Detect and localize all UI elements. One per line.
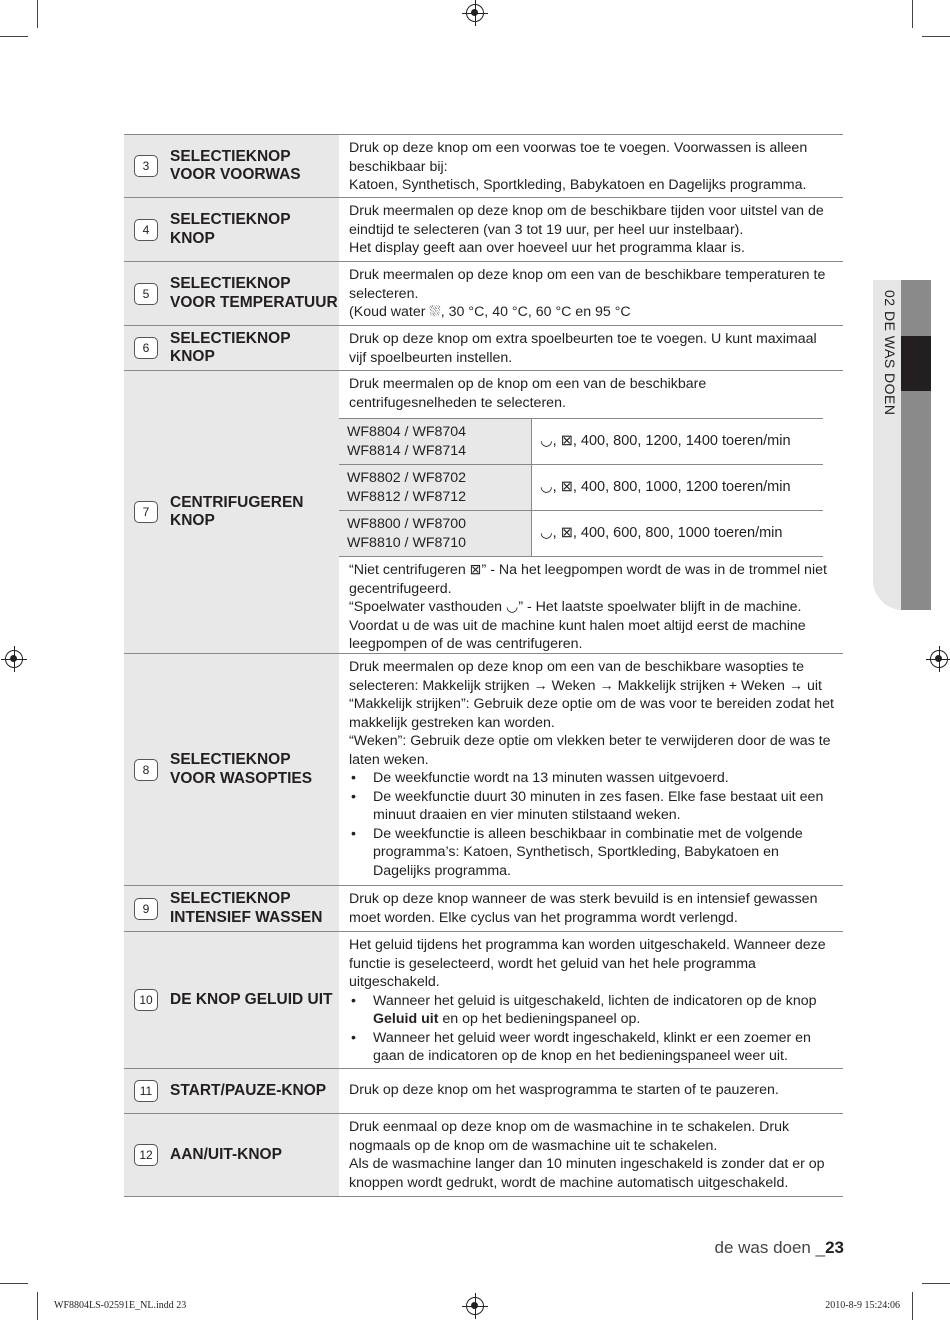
model-cell [339,511,532,557]
row-description [339,326,843,370]
description-text: Druk meermalen op de knop om een van de beschikbare centrifugesnelheden te selecteren. [349,376,707,411]
item-number-badge: 6 [134,337,158,359]
registration-mark-icon [5,650,23,668]
model-name: WF8814 / WF8714 [347,442,467,459]
crop-mark [37,0,38,28]
page-footer [714,1238,844,1258]
table-row [124,197,843,261]
model-name: WF8812 / WF8712 [347,488,467,505]
row-description [339,1069,843,1113]
table-row [124,325,843,370]
description-text: “Spoelwater vasthouden ◡” - Het laatste spoelwater blijft in de machine. Voordat u de was uit de machine kunt halen moet altijd eerst de machine leegpompen of de was centrifugeren. [349,599,806,652]
crop-mark [0,1283,28,1284]
item-title: START/PAUZE-KNOP [170,1081,327,1099]
item-title: DE KNOP GELUID UIT [170,990,333,1008]
item-title: SELECTIEKNOP KNOP [170,329,291,365]
list-item-emphasis: Geluid uit [373,1011,439,1027]
table-row [124,261,843,325]
spin-speed-table [339,418,823,557]
item-title: SELECTIEKNOP INTENSIEF WASSEN [170,890,323,926]
table-row [339,419,823,465]
description-text: Druk op deze knop om het wasprogramma te starten of te pauzeren. [349,1082,779,1099]
description-text: Druk op deze knop om extra spoelbeurten toe te voegen. U kunt maximaal vijf spoelbeurten instellen. [349,331,817,366]
description-text: (Koud water ⛆, 30 °C, 40 °C, 60 °C en 95 °C [349,304,631,320]
registration-mark-icon [466,4,484,22]
list-item [373,992,837,1029]
list-item: • Wanneer het geluid weer wordt ingeschakeld, klinkt er een zoemer en gaan de indicatoren op de knop en het bedieningspaneel weer uit. [373,1029,837,1066]
table-row [124,1113,843,1197]
row-description [339,654,843,885]
chapter-tab-marker [901,336,931,391]
model-name: WF8804 / WF8704 [347,424,467,440]
list-item: • De weekfunctie is alleen beschikbaar in combinatie met de volgende programma’s: Katoen, Synthetisch, Sportkleding, Babykatoen en Dagelijks programma. [373,825,837,881]
print-slug-date: 2010-8-9 15:24:06 [825,1300,900,1311]
table-row [124,885,843,931]
row-description [339,932,843,1068]
item-number-badge: 4 [134,219,158,241]
model-cell [339,465,532,511]
row-description [339,198,843,261]
item-number-badge: 8 [134,759,158,781]
print-slug-file: WF8804LS-02591E_NL.indd 23 [54,1300,187,1311]
registration-mark-icon [466,1297,484,1315]
bullet-list [349,769,837,880]
item-title: SELECTIEKNOP VOOR WASOPTIES [170,751,313,787]
row-label-cell [124,654,339,885]
item-title: SELECTIEKNOP KNOP [170,211,291,247]
row-label-cell [124,1069,339,1113]
description-text: “Niet centrifugeren ⊠” - Na het leegpompen wordt de was in de trommel niet gecentrifugeerd. [349,562,827,597]
table-row [124,653,843,885]
crop-mark [912,1292,913,1320]
description-text: Druk op deze knop om een voorwas toe te voegen. Voorwassen is alleen beschikbaar bij: [349,140,808,175]
item-number-badge: 11 [134,1080,158,1102]
row-description [339,1114,843,1196]
row-label-cell [124,198,339,261]
speed-cell: ◡, ⊠, 400, 800, 1000, 1200 toeren/min [532,465,824,511]
chapter-tab-label: 02 DE WAS DOEN [882,290,898,416]
table-row [124,370,843,653]
model-name: WF8810 / WF8710 [347,534,467,551]
item-title: SELECTIEKNOP VOOR TEMPERATUUR [170,275,338,311]
list-item: • De weekfunctie duurt 30 minuten in zes fasen. Elke fase bestaat uit een minuut draaien en vier minuten stilstaand weken. [373,788,837,825]
crop-mark [37,1292,38,1320]
item-number-badge: 7 [134,501,158,523]
row-label-cell [124,1114,339,1196]
item-title: AAN/UIT-KNOP [170,1145,282,1163]
description-text: Druk meermalen op deze knop om een van de beschikbare wasopties te selecteren: Makkelijk strijken → Weken → Makkelijk strijken + Weken → uit [349,659,822,694]
row-label-cell [124,932,339,1068]
row-label-cell [124,326,339,370]
row-description [339,262,843,325]
speed-cell: ◡, ⊠, 400, 800, 1200, 1400 toeren/min [532,419,824,465]
crop-mark [922,36,950,37]
item-number-badge: 3 [134,155,158,177]
list-item-text: Wanneer het geluid is uitgeschakeld, lichten de indicatoren op de knop [373,992,817,1009]
description-text: Druk op deze knop wanneer de was sterk bevuild is en intensief gewassen moet worden. Elke cyclus van het programma wordt verlengd. [349,891,818,926]
row-description [339,135,843,197]
item-number-badge: 10 [134,989,158,1011]
row-description [339,371,843,653]
table-row [124,931,843,1068]
crop-mark [0,36,28,37]
list-item: • De weekfunctie wordt na 13 minuten wassen uitgevoerd. [373,769,837,788]
item-title: CENTRIFUGEREN KNOP [170,493,304,529]
row-label-cell [124,886,339,931]
model-name: WF8802 / WF8702 [347,470,467,486]
item-title: SELECTIEKNOP VOOR VOORWAS [170,147,301,183]
speed-cell: ◡, ⊠, 400, 600, 800, 1000 toeren/min [532,511,824,557]
item-number-badge: 5 [134,283,158,305]
row-label-cell [124,371,339,653]
list-item-text: en op het bedieningspaneel op. [438,1011,641,1027]
page-number: 23 [825,1238,844,1257]
description-text: “Makkelijk strijken”: Gebruik deze optie om de was voor te bereiden zodat het makkelijk gestreken kan worden. [349,696,834,731]
description-text: Druk meermalen op deze knop om de beschikbare tijden voor uitstel van de eindtijd te selecteren (van 3 tot 19 uur, per heel uur instelbaar). [349,203,824,238]
table-row [124,1068,843,1113]
description-text: Als de wasmachine langer dan 10 minuten ingeschakeld is zonder dat er op knoppen wordt gedrukt, wordt de machine automatisch uitgeschakeld. [349,1156,825,1191]
description-text: Druk eenmaal op deze knop om de wasmachine in te schakelen. Druk nogmaals op de knop om de wasmachine uit te schakelen. [349,1119,790,1154]
description-text: Het geluid tijdens het programma kan worden uitgeschakeld. Wanneer deze functie is geselecteerd, wordt het geluid van het hele programma uitgeschakeld. [349,937,826,990]
bullet-list [349,992,837,1066]
chapter-tab-bar [901,280,931,610]
model-name: WF8800 / WF8700 [347,516,467,532]
table-row [339,465,823,511]
row-description [339,886,843,931]
crop-mark [912,0,913,28]
row-label-cell [124,262,339,325]
description-text: “Weken”: Gebruik deze optie om vlekken beter te verwijderen door de was te laten weken. [349,733,831,768]
row-label-cell [124,135,339,197]
description-text: Katoen, Synthetisch, Sportkleding, Babykatoen en Dagelijks programma. [349,177,807,193]
description-text: Druk meermalen op deze knop om een van de beschikbare temperaturen te selecteren. [349,267,826,302]
footer-label: de was doen _ [714,1238,826,1257]
table-row [124,134,843,197]
item-number-badge: 12 [134,1144,158,1166]
model-cell [339,419,532,465]
controls-table [124,134,843,1197]
table-row [339,511,823,557]
registration-mark-icon [930,650,948,668]
item-number-badge: 9 [134,898,158,920]
description-text: Het display geeft aan over hoeveel uur het programma klaar is. [349,240,745,256]
crop-mark [922,1283,950,1284]
